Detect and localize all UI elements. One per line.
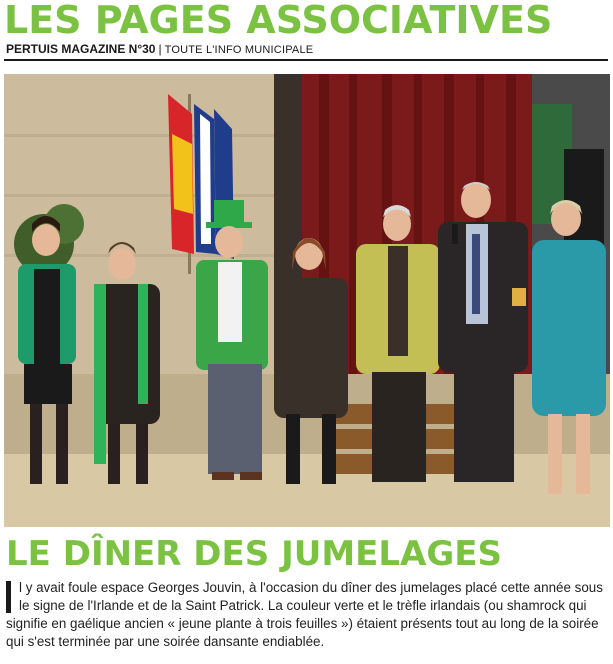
article-title: LE DÎNER DES JUMELAGES: [6, 534, 502, 574]
magazine-name: PERTUIS MAGAZINE N°30: [6, 42, 156, 56]
article-photo: [4, 74, 610, 527]
dropcap-bar: [6, 581, 11, 613]
article-body: [6, 579, 610, 651]
header-separator: |: [158, 42, 162, 56]
header-rule: [4, 59, 608, 61]
article-paragraph: l y avait foule espace Georges Jouvin, à l'occasion du dîner des jumelages placé cette année sous le signe de l'Irlande et de la Saint Patrick. La couleur verte et le trèfle irlandais (ou shamrock qui signifie en gaélique ancien « jeune plante à trois feuilles ») étaient présents tout au long de la soirée qui s'est terminée par une soirée dansante endiablée.: [6, 580, 603, 649]
section-title: LES PAGES ASSOCIATIVES: [4, 0, 553, 42]
magazine-line: [6, 42, 313, 57]
magazine-tagline: TOUTE L'INFO MUNICIPALE: [164, 44, 314, 56]
